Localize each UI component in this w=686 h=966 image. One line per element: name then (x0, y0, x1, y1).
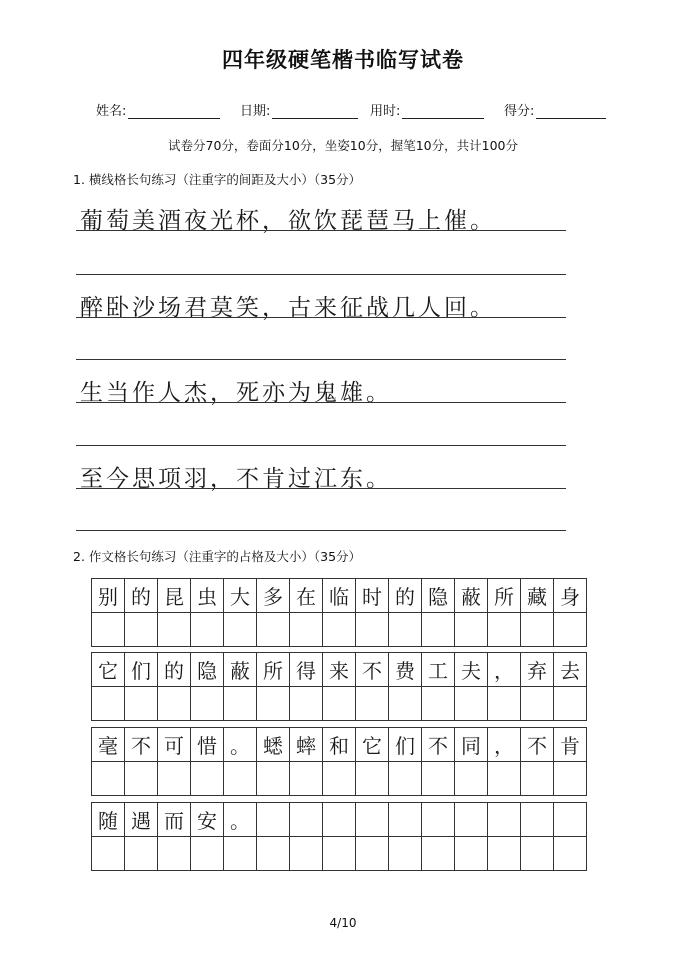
grid-cell-char: 去 (554, 653, 587, 687)
grid-cell-blank[interactable] (521, 762, 554, 796)
grid-cell-char: 不 (521, 728, 554, 762)
grid-cell-char: 。 (224, 728, 257, 762)
grid-cell-blank[interactable] (290, 762, 323, 796)
grid-cell-blank[interactable] (257, 613, 290, 647)
grid-cell-char: 夫 (455, 653, 488, 687)
practice-line-4: 至今思项羽，不肯过江东。 (80, 466, 392, 492)
ruled-line (76, 530, 566, 531)
ruled-line (76, 359, 566, 360)
grid-cell-blank[interactable] (455, 613, 488, 647)
grid-cell-blank[interactable] (422, 687, 455, 721)
grid-cell-blank[interactable] (158, 613, 191, 647)
grid-cell-blank[interactable] (125, 613, 158, 647)
grid-cell-char: 安 (191, 803, 224, 837)
page-number: 4/10 (329, 916, 357, 930)
grid-cell-blank[interactable] (554, 687, 587, 721)
date-field[interactable] (240, 100, 358, 119)
grid-cell-blank[interactable] (488, 687, 521, 721)
grid-cell-blank[interactable] (257, 762, 290, 796)
practice-line-3: 生当作人杰，死亦为鬼雄。 (80, 380, 392, 406)
grid-cell-char: 蔽 (455, 579, 488, 613)
grid-cell-char (323, 803, 356, 837)
grid-cell-blank[interactable] (521, 613, 554, 647)
grid-cell-blank[interactable] (224, 837, 257, 871)
grid-cell-char: 时 (356, 579, 389, 613)
grid-cell-char: 们 (389, 728, 422, 762)
grid-cell-blank[interactable] (191, 687, 224, 721)
score-label: 得分: (504, 104, 535, 119)
grid-cell-char: 不 (356, 653, 389, 687)
name-label: 姓名: (96, 104, 127, 119)
page-title: 四年级硬笔楷书临写试卷 (222, 48, 464, 72)
grid-cell-blank[interactable] (389, 837, 422, 871)
grid-cell-blank[interactable] (224, 687, 257, 721)
score-blank[interactable] (536, 102, 606, 119)
grid-cell-char: 的 (389, 579, 422, 613)
grid-cell-char: 同 (455, 728, 488, 762)
grid-cell-char: 来 (323, 653, 356, 687)
grid-cell-blank[interactable] (257, 837, 290, 871)
section2-heading: 2. 作文格长句练习（注重字的占格及大小）（35分） (73, 549, 362, 564)
grid-cell-char: 所 (257, 653, 290, 687)
grid-cell-blank[interactable] (290, 837, 323, 871)
grid-cell-blank[interactable] (356, 613, 389, 647)
grid-cell-char: 隐 (422, 579, 455, 613)
grid-cell-char: 藏 (521, 579, 554, 613)
grid-cell-blank[interactable] (125, 837, 158, 871)
grid-cell-blank[interactable] (92, 687, 125, 721)
grid-cell-char: 不 (422, 728, 455, 762)
grid-cell-blank[interactable] (158, 687, 191, 721)
grid-cell-char: 蟀 (290, 728, 323, 762)
grid-cell-blank[interactable] (455, 762, 488, 796)
grid-cell-blank[interactable] (224, 762, 257, 796)
grid-cell-blank[interactable] (191, 837, 224, 871)
grid-cell-blank[interactable] (422, 837, 455, 871)
grid-cell-char: 遇 (125, 803, 158, 837)
grid-cell-char: 肯 (554, 728, 587, 762)
grid-cell-blank[interactable] (191, 762, 224, 796)
grid-cell-blank[interactable] (422, 613, 455, 647)
writing-grid-block-4 (91, 802, 587, 871)
grid-cell-blank[interactable] (356, 837, 389, 871)
practice-line-1: 葡萄美酒夜光杯，欲饮琵琶马上催。 (80, 208, 496, 234)
grid-cell-char (290, 803, 323, 837)
grid-cell-blank[interactable] (389, 613, 422, 647)
grid-cell-char (554, 803, 587, 837)
grid-cell-char: 身 (554, 579, 587, 613)
grid-cell-char: 和 (323, 728, 356, 762)
grid-cell-blank[interactable] (125, 762, 158, 796)
grid-cell-blank[interactable] (323, 762, 356, 796)
grid-cell-char (422, 803, 455, 837)
grid-cell-blank[interactable] (323, 613, 356, 647)
time-blank[interactable] (402, 102, 484, 119)
ruled-line (76, 445, 566, 446)
grid-cell-char: ， (488, 653, 521, 687)
grid-cell-char: 它 (92, 653, 125, 687)
grid-cell-char: 别 (92, 579, 125, 613)
grid-cell-char: ， (488, 728, 521, 762)
grid-cell-char (389, 803, 422, 837)
writing-grid-block-2 (91, 652, 587, 721)
grid-cell-char: 昆 (158, 579, 191, 613)
grid-cell-char: 隐 (191, 653, 224, 687)
grid-cell-blank[interactable] (422, 762, 455, 796)
date-label: 日期: (240, 104, 271, 119)
grid-cell-blank[interactable] (224, 613, 257, 647)
grid-cell-blank[interactable] (488, 762, 521, 796)
ruled-line (76, 230, 566, 231)
writing-grid-block-3 (91, 727, 587, 796)
grid-cell-char: 蟋 (257, 728, 290, 762)
grid-cell-char (455, 803, 488, 837)
grid-cell-blank[interactable] (554, 837, 587, 871)
grid-cell-char: 所 (488, 579, 521, 613)
grid-cell-char (488, 803, 521, 837)
section1-heading: 1. 横线格长句练习（注重字的间距及大小）（35分） (73, 172, 362, 187)
grid-cell-char: 毫 (92, 728, 125, 762)
ruled-line (76, 274, 566, 275)
grid-cell-char (521, 803, 554, 837)
time-label: 用时: (370, 104, 401, 119)
name-field[interactable] (96, 100, 220, 119)
ruled-line (76, 402, 566, 403)
grid-cell-blank[interactable] (488, 837, 521, 871)
grid-cell-blank[interactable] (125, 687, 158, 721)
grid-cell-blank[interactable] (323, 837, 356, 871)
grid-cell-char: 弃 (521, 653, 554, 687)
grid-cell-blank[interactable] (455, 687, 488, 721)
grid-cell-blank[interactable] (356, 687, 389, 721)
grid-cell-char: 临 (323, 579, 356, 613)
grid-cell-char: 工 (422, 653, 455, 687)
grid-cell-blank[interactable] (554, 762, 587, 796)
grid-cell-char: 随 (92, 803, 125, 837)
practice-line-2: 醉卧沙场君莫笑，古来征战几人回。 (80, 295, 496, 321)
grid-cell-char: 虫 (191, 579, 224, 613)
ruled-line (76, 488, 566, 489)
grid-cell-char: 而 (158, 803, 191, 837)
grid-cell-blank[interactable] (257, 687, 290, 721)
grid-cell-blank[interactable] (389, 762, 422, 796)
grid-cell-char: 的 (158, 653, 191, 687)
score-field[interactable] (504, 100, 606, 119)
grid-cell-char: 在 (290, 579, 323, 613)
date-blank[interactable] (272, 102, 358, 119)
grid-cell-blank[interactable] (455, 837, 488, 871)
grid-cell-char: 它 (356, 728, 389, 762)
time-field[interactable] (370, 100, 484, 119)
grid-cell-char (356, 803, 389, 837)
grid-cell-blank[interactable] (92, 837, 125, 871)
grid-cell-blank[interactable] (554, 613, 587, 647)
grid-cell-blank[interactable] (158, 762, 191, 796)
writing-grid-block-1 (91, 578, 587, 647)
grid-cell-char: 。 (224, 803, 257, 837)
grid-cell-blank[interactable] (158, 837, 191, 871)
grid-cell-blank[interactable] (290, 613, 323, 647)
grid-cell-blank[interactable] (290, 687, 323, 721)
grid-cell-char: 惜 (191, 728, 224, 762)
grid-cell-blank[interactable] (521, 687, 554, 721)
grid-cell-blank[interactable] (92, 613, 125, 647)
ruled-line (76, 317, 566, 318)
grid-cell-char: 费 (389, 653, 422, 687)
name-blank[interactable] (128, 102, 220, 119)
grid-cell-blank[interactable] (389, 687, 422, 721)
grid-cell-char: 大 (224, 579, 257, 613)
grid-cell-char: 不 (125, 728, 158, 762)
grid-cell-blank[interactable] (92, 762, 125, 796)
grid-cell-char (257, 803, 290, 837)
grid-cell-char: 得 (290, 653, 323, 687)
grid-cell-char: 的 (125, 579, 158, 613)
grid-cell-blank[interactable] (323, 687, 356, 721)
grid-cell-blank[interactable] (191, 613, 224, 647)
grid-cell-char: 们 (125, 653, 158, 687)
grid-cell-blank[interactable] (488, 613, 521, 647)
grid-cell-blank[interactable] (356, 762, 389, 796)
grid-cell-char: 可 (158, 728, 191, 762)
score-note: 试卷分70分，卷面分10分，坐姿10分，握笔10分，共计100分 (168, 138, 518, 153)
grid-cell-char: 多 (257, 579, 290, 613)
grid-cell-blank[interactable] (521, 837, 554, 871)
grid-cell-char: 蔽 (224, 653, 257, 687)
